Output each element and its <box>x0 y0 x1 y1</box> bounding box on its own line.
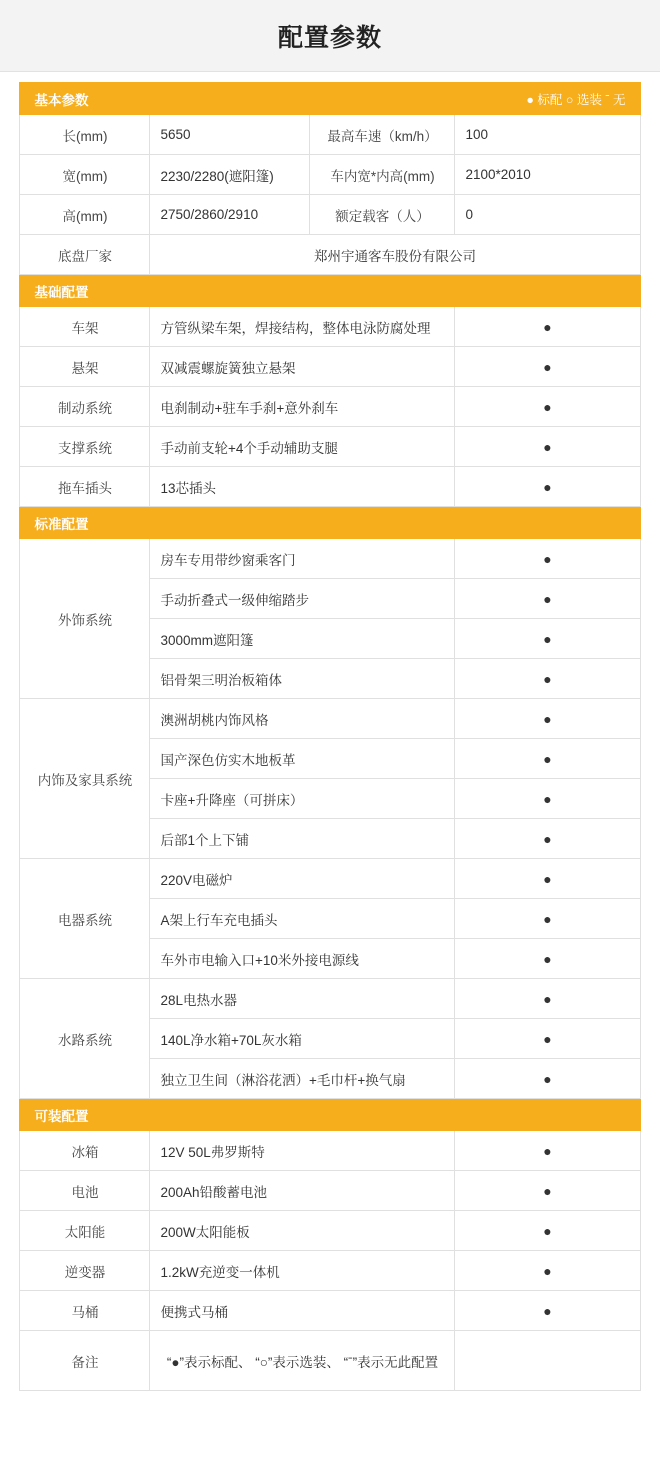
row-label: 额定载客（人） <box>310 195 455 235</box>
status-mark: ● <box>455 659 640 699</box>
row-value: 双减震螺旋簧独立悬架 <box>150 347 455 387</box>
table-row <box>20 155 640 195</box>
row-value: 0 <box>455 195 640 235</box>
row-value: 5650 <box>150 115 310 155</box>
status-mark: ● <box>455 347 640 387</box>
status-mark: ● <box>455 1211 640 1251</box>
row-label: 马桶 <box>20 1291 150 1331</box>
row-value: 28L电热水器 <box>150 979 455 1019</box>
status-mark: ● <box>455 467 640 507</box>
row-value: 独立卫生间（淋浴花洒）+毛巾杆+换气扇 <box>150 1059 455 1099</box>
row-label: 水路系统 <box>20 979 150 1099</box>
row-label: 车内宽*内高(mm) <box>310 155 455 195</box>
row-label: 制动系统 <box>20 387 150 427</box>
row-value: 手动折叠式一级伸缩踏步 <box>150 579 455 619</box>
status-mark: ● <box>455 739 640 779</box>
status-mark: ● <box>455 307 640 347</box>
table-row <box>20 427 640 467</box>
row-label: 底盘厂家 <box>20 235 150 275</box>
status-mark: ● <box>455 539 640 579</box>
table-row <box>20 699 640 739</box>
status-mark: ● <box>455 699 640 739</box>
row-value: 方管纵梁车架，焊接结构，整体电泳防腐处理 <box>150 307 455 347</box>
row-label: 悬架 <box>20 347 150 387</box>
row-value: 2230/2280(遮阳篷) <box>150 155 310 195</box>
page-header <box>0 0 660 72</box>
section-legend: ● 标配 ○ 选装 ˉ 无 <box>526 92 626 107</box>
status-mark: ● <box>455 387 640 427</box>
status-mark: ● <box>455 1291 640 1331</box>
status-mark: ● <box>455 1251 640 1291</box>
table-row <box>20 1171 640 1211</box>
status-mark: ● <box>455 1171 640 1211</box>
section-title: 标准配置 <box>34 516 89 532</box>
row-value: 13芯插头 <box>150 467 455 507</box>
spec-table <box>19 82 640 1391</box>
row-value: 12V 50L弗罗斯特 <box>150 1131 455 1171</box>
row-value: 国产深色仿实木地板革 <box>150 739 455 779</box>
row-value: 铝骨架三明治板箱体 <box>150 659 455 699</box>
row-value: 电刹制动+驻车手刹+意外刹车 <box>150 387 455 427</box>
row-label: 拖车插头 <box>20 467 150 507</box>
section-title: 基础配置 <box>34 284 89 300</box>
table-row <box>20 1291 640 1331</box>
row-value: 200W太阳能板 <box>150 1211 455 1251</box>
row-value: 140L净水箱+70L灰水箱 <box>150 1019 455 1059</box>
row-label: 备注 <box>20 1331 150 1391</box>
row-label: 冰箱 <box>20 1131 150 1171</box>
table-row <box>20 539 640 579</box>
table-row <box>20 307 640 347</box>
status-mark: ● <box>455 427 640 467</box>
row-value: 卡座+升降座（可拼床） <box>150 779 455 819</box>
row-label: 宽(mm) <box>20 155 150 195</box>
table-row <box>20 387 640 427</box>
row-value: 后部1个上下铺 <box>150 819 455 859</box>
row-value: 车外市电输入口+10米外接电源线 <box>150 939 455 979</box>
row-label: 长(mm) <box>20 115 150 155</box>
row-value: 100 <box>455 115 640 155</box>
table-row <box>20 1131 640 1171</box>
section-title: 可装配置 <box>34 1108 89 1124</box>
row-label: 内饰及家具系统 <box>20 699 150 859</box>
table-row <box>20 1251 640 1291</box>
row-value: 200Ah铅酸蓄电池 <box>150 1171 455 1211</box>
row-value: 澳洲胡桃内饰风格 <box>150 699 455 739</box>
row-value: 手动前支轮+4个手动辅助支腿 <box>150 427 455 467</box>
table-row <box>20 467 640 507</box>
status-mark: ● <box>455 1131 640 1171</box>
table-row <box>20 1211 640 1251</box>
row-value: 2750/2860/2910 <box>150 195 310 235</box>
status-mark: ● <box>455 859 640 899</box>
table-row <box>20 347 640 387</box>
row-value: 3000mm遮阳篷 <box>150 619 455 659</box>
row-value: 220V电磁炉 <box>150 859 455 899</box>
table-row <box>20 235 640 275</box>
row-label: 逆变器 <box>20 1251 150 1291</box>
table-row <box>20 979 640 1019</box>
row-label: 电池 <box>20 1171 150 1211</box>
row-label: 最高车速（km/h） <box>310 115 455 155</box>
section-header-basic <box>20 83 640 115</box>
row-value: 房车专用带纱窗乘客门 <box>150 539 455 579</box>
status-mark: ● <box>455 899 640 939</box>
row-value: 便携式马桶 <box>150 1291 455 1331</box>
row-value: A架上行车充电插头 <box>150 899 455 939</box>
row-label: 车架 <box>20 307 150 347</box>
section-header-base-config <box>20 275 640 307</box>
page-title: 配置参数 <box>277 23 382 52</box>
row-value: 1.2kW充逆变一体机 <box>150 1251 455 1291</box>
row-label: 外饰系统 <box>20 539 150 699</box>
status-mark: ● <box>455 819 640 859</box>
status-mark: ● <box>455 779 640 819</box>
status-mark: ● <box>455 939 640 979</box>
row-label: 高(mm) <box>20 195 150 235</box>
section-title: 基本参数 <box>34 92 89 108</box>
row-label: 电器系统 <box>20 859 150 979</box>
note-empty-cell <box>455 1331 640 1391</box>
row-value: “●”表示标配、 “○”表示选装、 “ˉ”表示无此配置 <box>150 1331 455 1391</box>
status-mark: ● <box>455 619 640 659</box>
section-header-optional-config <box>20 1099 640 1131</box>
section-header-standard-config <box>20 507 640 539</box>
status-mark: ● <box>455 1059 640 1099</box>
table-row-note <box>20 1331 640 1391</box>
table-row <box>20 859 640 899</box>
table-row <box>20 195 640 235</box>
row-value: 2100*2010 <box>455 155 640 195</box>
row-label: 太阳能 <box>20 1211 150 1251</box>
table-row <box>20 115 640 155</box>
status-mark: ● <box>455 1019 640 1059</box>
status-mark: ● <box>455 979 640 1019</box>
row-value: 郑州宇通客车股份有限公司 <box>150 235 640 275</box>
status-mark: ● <box>455 579 640 619</box>
row-label: 支撑系统 <box>20 427 150 467</box>
